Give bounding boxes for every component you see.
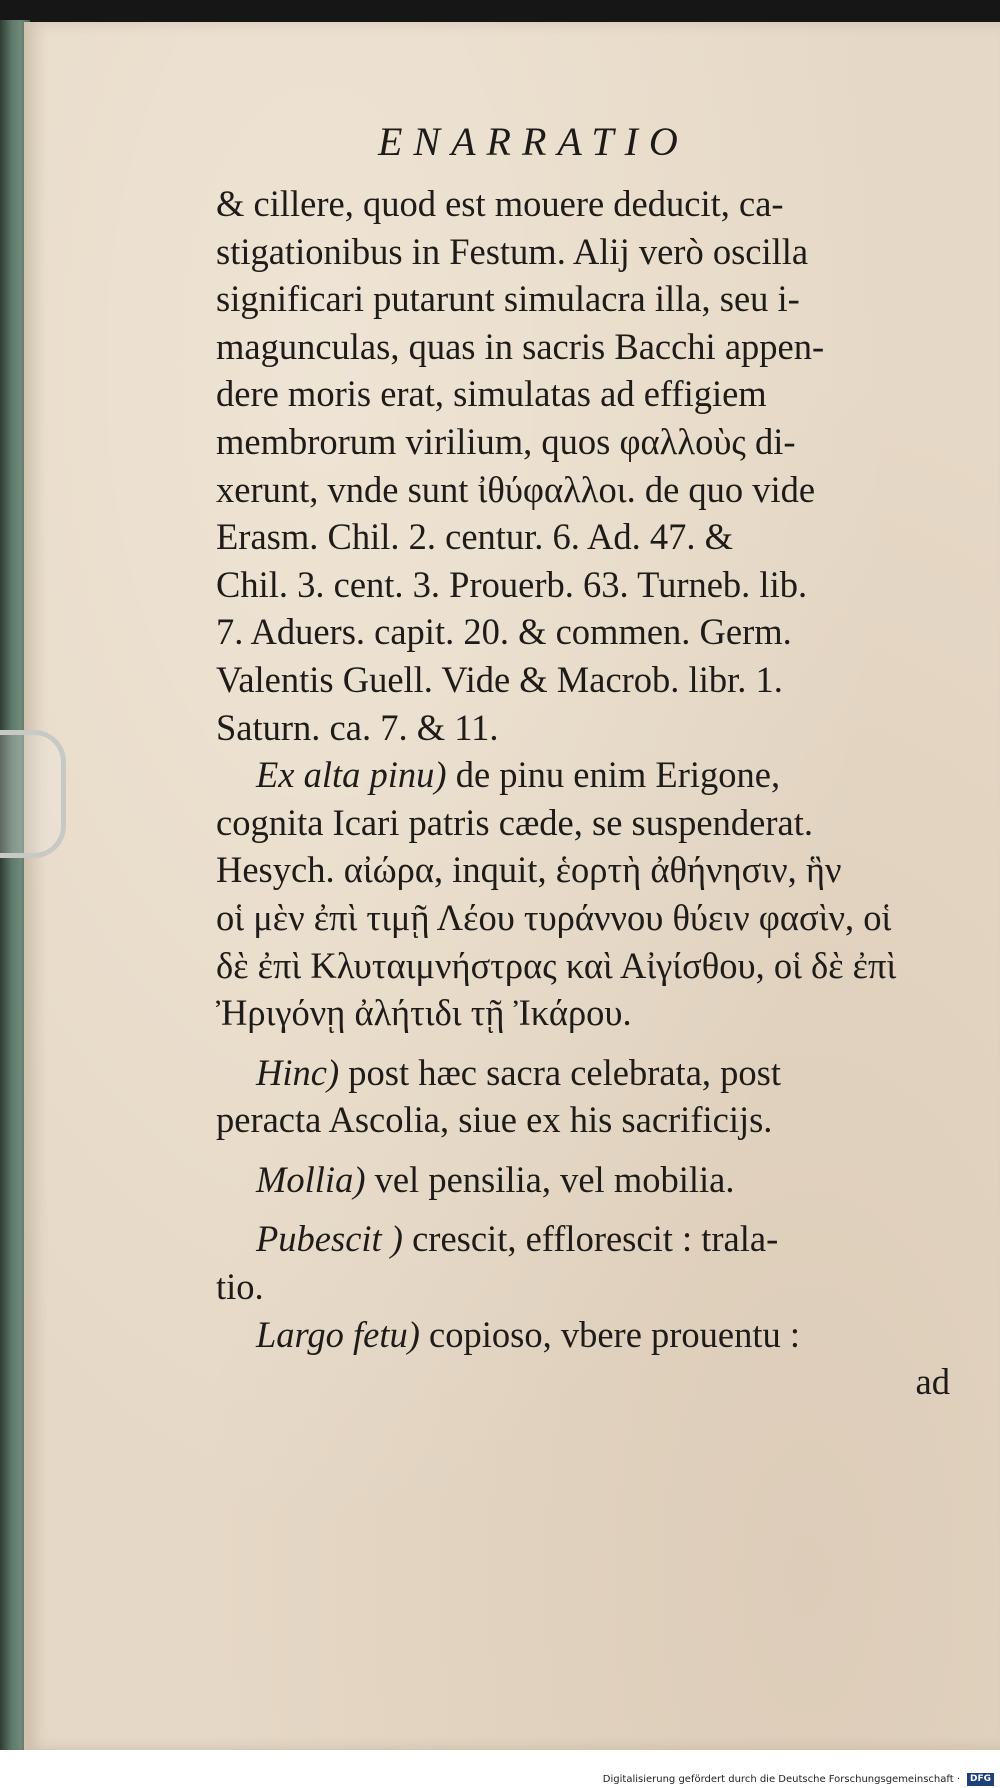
entry-pubescit bbox=[216, 1215, 966, 1263]
text-line: Saturn. ca. 7. & 11. bbox=[216, 706, 499, 748]
text-line: magunculas, quas in sacris Bacchi appen- bbox=[216, 325, 825, 367]
text-line: 7. Aduers. capit. 20. & commen. Germ. bbox=[216, 611, 792, 653]
greek-line: δὲ ἐπὶ Κλυταιμνήστρας καὶ Αἰγίσθου, οἱ δὲ ἐπὶ bbox=[216, 944, 897, 986]
gloss: post hæc sacra celebrata, post bbox=[339, 1051, 781, 1093]
lemma: Hinc) bbox=[256, 1051, 340, 1093]
lemma: Mollia) bbox=[256, 1158, 366, 1200]
text-line: cognita Icari patris cæde, se suspenderat. bbox=[216, 801, 813, 843]
catchword: ad bbox=[915, 1361, 950, 1403]
entry-ex-alta-pinu bbox=[216, 751, 966, 799]
greek-line: Ἠριγόνῃ ἀλήτιδι τῇ Ἰκάρου. bbox=[216, 992, 632, 1034]
text-line: tio. bbox=[216, 1266, 264, 1308]
running-head: ENARRATIO bbox=[378, 119, 689, 164]
gloss: de pinu enim Erigone, bbox=[446, 754, 781, 796]
gloss: vel pensilia, vel mobilia. bbox=[365, 1158, 735, 1200]
body-text bbox=[216, 180, 966, 1406]
gloss: copioso, vbere prouentu : bbox=[419, 1313, 801, 1355]
text-line: xerunt, vnde sunt ἰθύφαλλοι. de quo vide bbox=[216, 468, 816, 510]
text-line: Valentis Guell. Vide & Macrob. libr. 1. bbox=[216, 658, 783, 700]
text-line: peracta Ascolia, siue ex his sacrificijs. bbox=[216, 1099, 773, 1141]
dfg-logo: DFG bbox=[967, 1773, 994, 1786]
text-line: stigationibus in Festum. Alij verò oscilla bbox=[216, 230, 809, 272]
greek-line: οἱ μὲν ἐπὶ τιμῇ Λέου τυράννου θύειν φασὶν, οἱ bbox=[216, 896, 892, 938]
text-line: Chil. 3. cent. 3. Prouerb. 63. Turneb. lib. bbox=[216, 563, 808, 605]
greek-line: Hesych. αἰώρα, inquit, ἑορτὴ ἀθήνησιν, ἣν bbox=[216, 849, 842, 891]
text-line: Erasm. Chil. 2. centur. 6. Ad. 47. & bbox=[216, 516, 734, 558]
clasp-icon bbox=[0, 730, 66, 858]
gloss: crescit, efflorescit : trala- bbox=[402, 1218, 779, 1260]
lemma: Pubescit ) bbox=[256, 1218, 403, 1260]
lemma: Ex alta pinu) bbox=[256, 754, 447, 796]
lemma: Largo fetu) bbox=[256, 1313, 420, 1355]
entry-largo-fetu bbox=[216, 1311, 966, 1359]
text-line: membrorum virilium, quos φαλλοὺς di- bbox=[216, 420, 796, 462]
digitization-credit: Digitalisierung gefördert durch die Deutsche Forschungsgemeinschaft · bbox=[602, 1774, 960, 1785]
entry-mollia bbox=[216, 1156, 966, 1204]
entry-hinc bbox=[216, 1049, 966, 1097]
text-line: & cillere, quod est mouere deducit, ca- bbox=[216, 183, 784, 224]
text-line: dere moris erat, simulatas ad effigiem bbox=[216, 373, 767, 415]
text-line: significari putarunt simulacra illa, seu i- bbox=[216, 278, 800, 320]
